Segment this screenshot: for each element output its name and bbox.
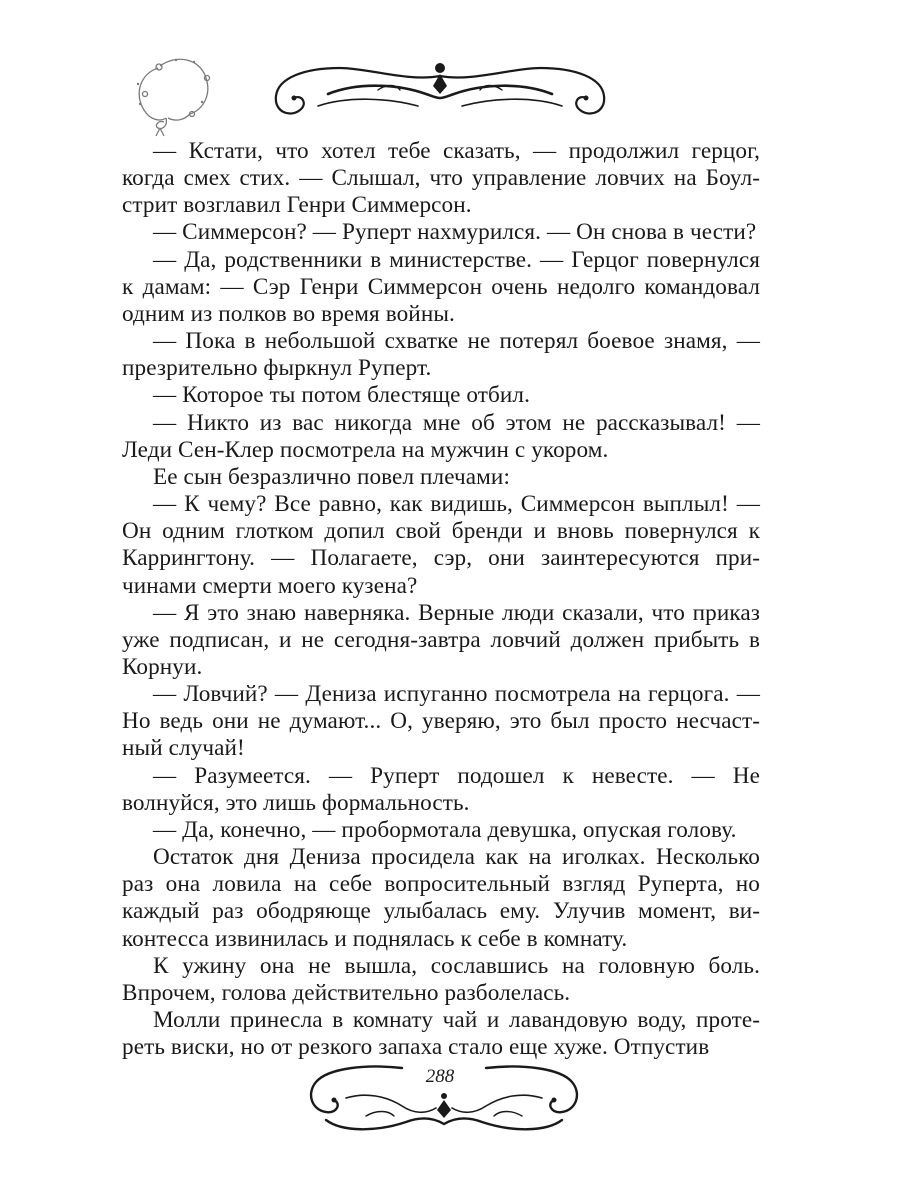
paragraph: Остаток дня Дениза просидела как на иголках. Несколько раз она ловила на себе вопросительный взгляд Руперта, но каждый раз ободряюще улыбалась ему. Улучив момент, виконтесса извинилась и поднялась к себе в комнату. [122,844,760,952]
paragraph: — Да, конечно, — пробормотала девушка, опуская голову. [153,816,737,843]
paragraph: — Ловчий? — Дениза испуганно посмотрела на герцога. — Но ведь они не думают... О, уверяю, это был просто несчастный случай! [122,681,760,762]
paragraph: — Я это знаю наверняка. Верные люди сказали, что приказ уже подписан, и не сегодня-завтра ловчий должен прибыть в Корнуи. [122,599,760,680]
paragraph: — Симмерсон? — Руперт нахмурился. — Он снова в чести? [153,219,757,246]
paragraph: Ее сын безразлично повел плечами: [153,463,510,490]
body-text [122,138,760,1061]
paragraph: — Да, родственники в министерстве. — Герцог повернулся к дамам: — Сэр Генри Симмерсон очень недолго командовал одним из полков во время войны. [122,246,760,327]
paragraph: — Разумеется. — Руперт подошел к невесте. — Не волнуйся, это лишь формальность. [122,762,760,816]
paragraph: — К чему? Все равно, как видишь, Симмерсон выплыл! — Он одним глотком допил свой бренди и вновь повернулся к Каррингтону. — Полагаете, сэр, они заинтересуются причинами смерти моего кузена? [122,491,760,599]
paragraph: — Кстати, что хотел тебе сказать, — продолжил герцог, когда смех стих. — Слышал, что управление ловчих на Боулстрит возглавил Генри Симмерсон. [122,138,760,219]
paragraph: К ужину она не вышла, сославшись на головную боль. Впрочем, голова действительно разболелась. [122,952,760,1006]
bracelet-illustration [128,48,220,140]
top-flourish-ornament [268,54,612,126]
page-number: 288 [425,1066,455,1087]
paragraph: — Пока в небольшой схватке не потерял боевое знамя, — презрительно фыркнул Руперт. [122,328,760,382]
paragraph: — Которое ты потом блестяще отбил. [153,382,531,409]
paragraph: Молли принесла в комнату чай и лавандовую воду, протереть виски, но от резкого запаха стало еще хуже. Отпустив [122,1007,760,1061]
paragraph: — Никто из вас никогда мне об этом не рассказывал! — Леди Сен-Клер посмотрела на мужчин с укором. [122,409,760,463]
